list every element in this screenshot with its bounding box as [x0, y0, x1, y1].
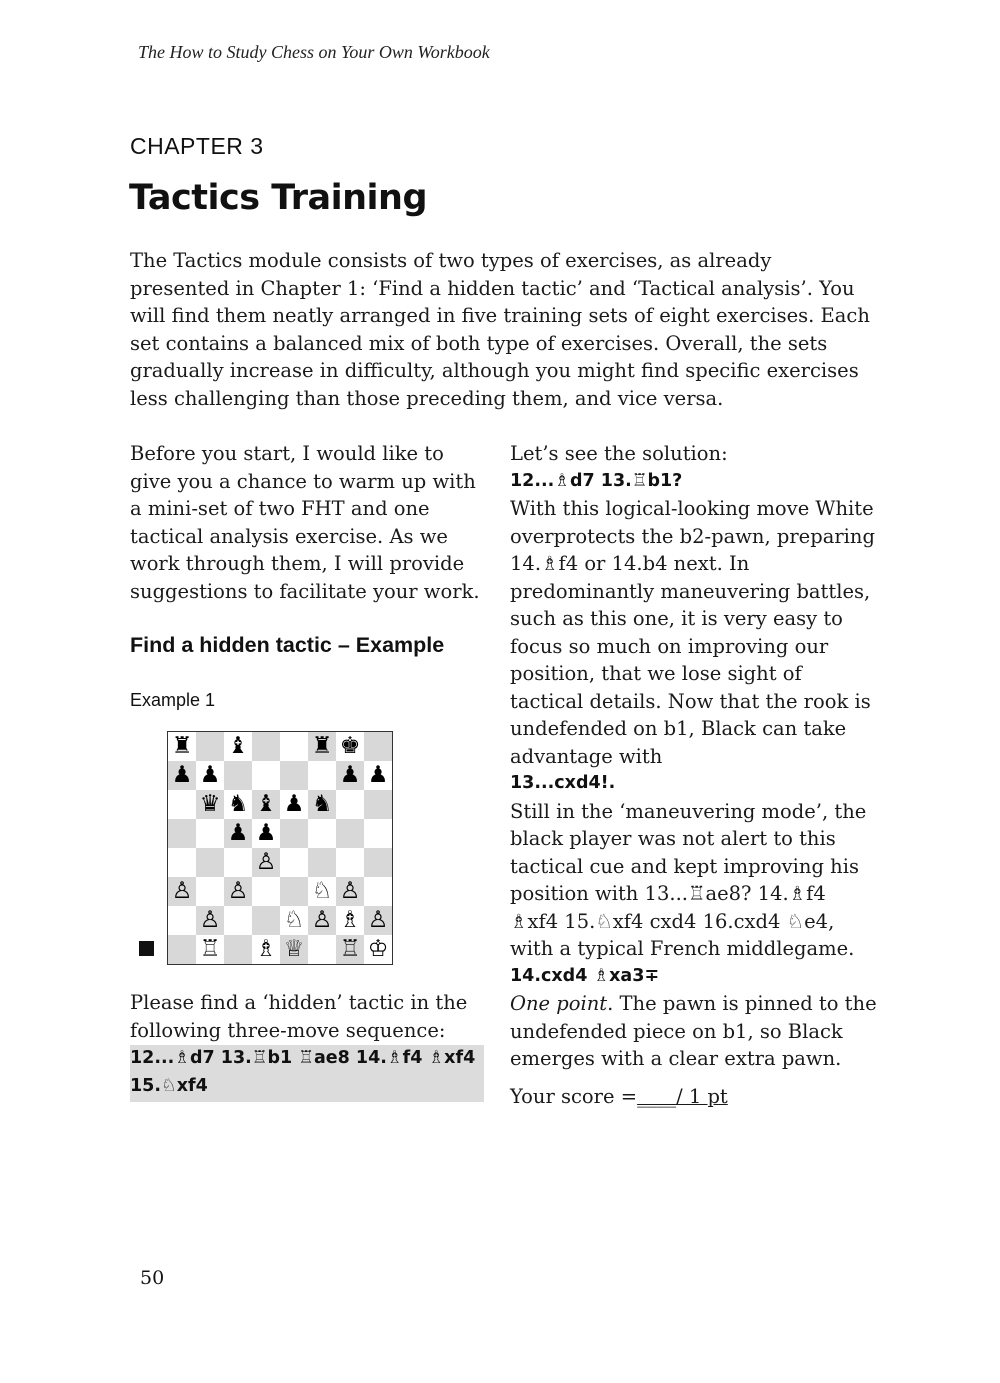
square-c8: ♝	[224, 732, 252, 761]
intro-paragraph: The Tactics module consists of two types of exercises, as already presented in Chapter 1: ‘Find a hidden tactic’ and ‘Tactical analysis’. You will find them neatly arranged in five training sets of eight exercises. Each set contains a balanced mix of both type of exercises. Overall, the sets gradually increase in difficulty, although you might find specific exercises less challenging than those preceding them, and vice versa.	[130, 249, 870, 410]
square-f1	[308, 935, 336, 964]
square-f2: ♙	[308, 906, 336, 935]
square-e5	[280, 819, 308, 848]
square-g5	[336, 819, 364, 848]
exercise-prompt: Please find a ‘hidden’ tactic in the following three-move sequence:	[130, 991, 468, 1042]
square-f5	[308, 819, 336, 848]
square-b6: ♛	[196, 790, 224, 819]
square-d3	[252, 877, 280, 906]
square-a7: ♟	[168, 761, 196, 790]
solution-move-1: 12...♗d7 13.♖b1?	[510, 470, 683, 491]
square-f7	[308, 761, 336, 790]
square-g7: ♟	[336, 761, 364, 790]
square-c5: ♟	[224, 819, 252, 848]
square-h4	[364, 848, 392, 877]
square-e1: ♕	[280, 935, 308, 964]
square-b8	[196, 732, 224, 761]
solution-text-3-rest: . The pawn is pinned to the undefended piece on b1, so Black emerges with a clear extra pawn.	[510, 992, 877, 1070]
square-f6: ♞	[308, 790, 336, 819]
square-e3	[280, 877, 308, 906]
score-line	[510, 1083, 880, 1111]
section-heading: Find a hidden tactic – Example	[130, 633, 445, 657]
solution-text-1: With this logical-looking move White overprotects the b2-pawn, preparing 14.♗f4 or 14.b4 next. In predominantly maneuvering battles, such as this one, it is very easy to focus so much on improving our position, that we lose sight of tactical details. Now that the rook is undefended on b1, Black can take advantage with	[510, 497, 875, 768]
score-label: Your score =	[510, 1084, 638, 1108]
square-b4	[196, 848, 224, 877]
move-sequence-box	[130, 1045, 484, 1102]
square-h8	[364, 732, 392, 761]
square-d2	[252, 906, 280, 935]
square-c4	[224, 848, 252, 877]
square-h6	[364, 790, 392, 819]
square-c3: ♙	[224, 877, 252, 906]
square-g4	[336, 848, 364, 877]
chess-diagram	[167, 731, 393, 965]
point-emphasis: One point	[510, 992, 608, 1015]
square-d6: ♝	[252, 790, 280, 819]
square-f3: ♘	[308, 877, 336, 906]
square-e6: ♟	[280, 790, 308, 819]
square-a3: ♙	[168, 877, 196, 906]
chapter-label: CHAPTER 3	[130, 133, 264, 159]
square-c6: ♞	[224, 790, 252, 819]
solution-move-3: 14.cxd4 ♗xa3∓	[510, 965, 660, 986]
square-b7: ♟	[196, 761, 224, 790]
square-h1: ♔	[364, 935, 392, 964]
page-number: 50	[140, 1267, 165, 1289]
square-e8	[280, 732, 308, 761]
square-h7: ♟	[364, 761, 392, 790]
square-h5	[364, 819, 392, 848]
right-column	[510, 440, 880, 1110]
solution-text-3	[510, 990, 880, 1073]
square-d5: ♟	[252, 819, 280, 848]
square-a6	[168, 790, 196, 819]
black-to-move-marker	[139, 941, 154, 956]
square-d4: ♙	[252, 848, 280, 877]
square-e4	[280, 848, 308, 877]
solution-text-2: Still in the ‘maneuvering mode’, the black player was not alert to this tactical cue and kept improving his position with 13...♖ae8? 14.♗f4 ♗xf4 15.♘xf4 cxd4 16.cxd4 ♘e4, with a typical French middlegame.	[510, 799, 867, 960]
square-d8	[252, 732, 280, 761]
chess-board	[167, 731, 393, 965]
running-header: The How to Study Chess on Your Own Workbook	[138, 42, 490, 62]
solution-move-2: 13...cxd4!.	[510, 773, 616, 793]
square-g3: ♙	[336, 877, 364, 906]
score-blank: ____/ 1 pt	[637, 1084, 728, 1108]
square-a5	[168, 819, 196, 848]
square-b5	[196, 819, 224, 848]
square-a8: ♜	[168, 732, 196, 761]
square-c1	[224, 935, 252, 964]
solution-intro: Let’s see the solution:	[510, 442, 728, 465]
left-column	[130, 440, 490, 1096]
example-label: Example 1	[130, 690, 216, 710]
square-h3	[364, 877, 392, 906]
move-sequence: 12...♗d7 13.♖b1 ♖ae8 14.♗f4 ♗xf4 15.♘xf4	[130, 1048, 476, 1096]
square-d1: ♗	[252, 935, 280, 964]
square-g2: ♗	[336, 906, 364, 935]
square-g8: ♚	[336, 732, 364, 761]
square-e2: ♘	[280, 906, 308, 935]
square-g6	[336, 790, 364, 819]
square-f4	[308, 848, 336, 877]
square-a4	[168, 848, 196, 877]
square-f8: ♜	[308, 732, 336, 761]
square-h2: ♙	[364, 906, 392, 935]
square-a2	[168, 906, 196, 935]
square-b2: ♙	[196, 906, 224, 935]
chapter-title: Tactics Training	[129, 178, 428, 218]
square-e7	[280, 761, 308, 790]
square-a1	[168, 935, 196, 964]
square-b1: ♖	[196, 935, 224, 964]
square-g1: ♖	[336, 935, 364, 964]
warmup-paragraph: Before you start, I would like to give you a chance to warm up with a mini-set of two FHT and one tactical analysis exercise. As we work through them, I will provide suggestions to facilitate your work.	[130, 442, 480, 603]
square-c2	[224, 906, 252, 935]
square-c7	[224, 761, 252, 790]
square-b3	[196, 877, 224, 906]
square-d7	[252, 761, 280, 790]
